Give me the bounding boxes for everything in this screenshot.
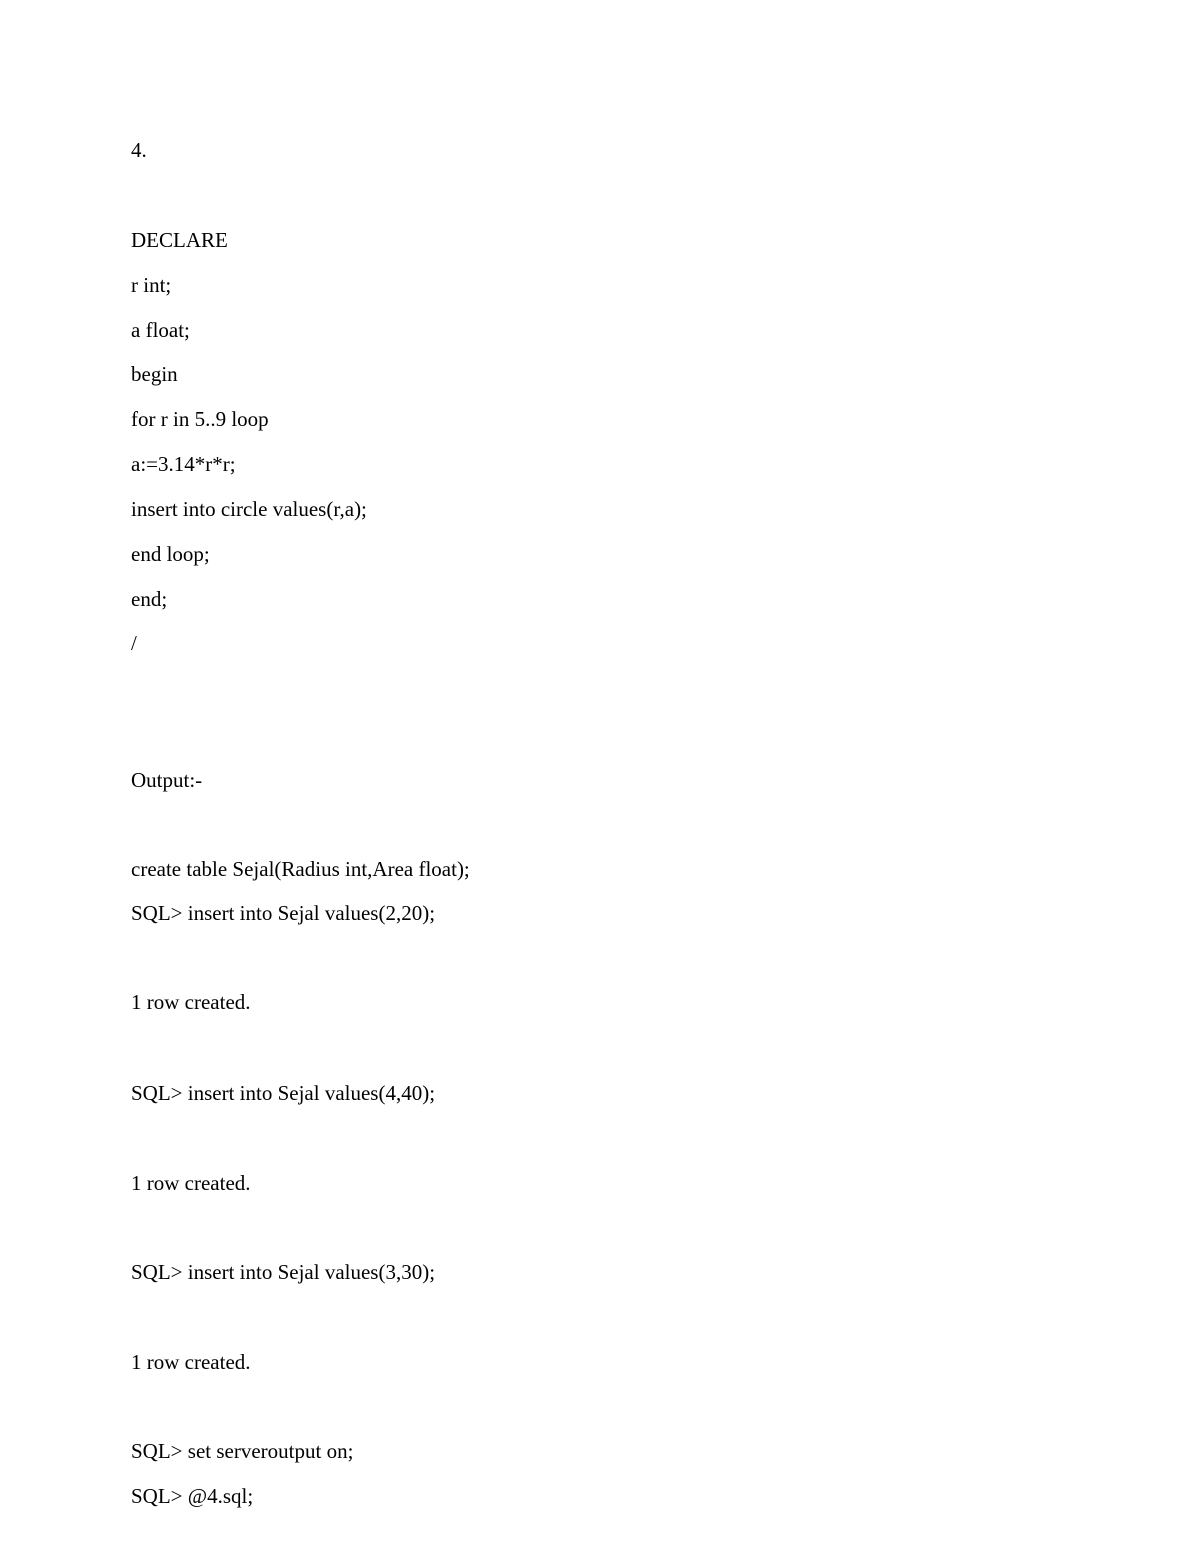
- code-line: /: [131, 631, 137, 655]
- code-line: DECLARE: [131, 228, 228, 252]
- output-line: SQL> set serveroutput on;: [131, 1439, 354, 1463]
- output-line: SQL> @4.sql;: [131, 1484, 254, 1508]
- code-line: a:=3.14*r*r;: [131, 452, 236, 476]
- output-line: 1 row created.: [131, 990, 251, 1014]
- code-line: for r in 5..9 loop: [131, 407, 269, 431]
- output-line: SQL> insert into Sejal values(2,20);: [131, 901, 436, 925]
- code-line: end;: [131, 587, 168, 611]
- output-line: 1 row created.: [131, 1171, 251, 1195]
- code-line: begin: [131, 362, 178, 386]
- output-line: SQL> insert into Sejal values(4,40);: [131, 1081, 436, 1105]
- output-line: 1 row created.: [131, 1350, 251, 1374]
- code-line: end loop;: [131, 542, 210, 566]
- output-label: Output:-: [131, 768, 203, 792]
- output-line: SQL> insert into Sejal values(3,30);: [131, 1260, 436, 1284]
- output-line: create table Sejal(Radius int,Area float);: [131, 857, 470, 881]
- question-number: 4.: [131, 138, 147, 162]
- code-line: insert into circle values(r,a);: [131, 497, 367, 521]
- code-line: a float;: [131, 318, 190, 342]
- code-line: r int;: [131, 273, 172, 297]
